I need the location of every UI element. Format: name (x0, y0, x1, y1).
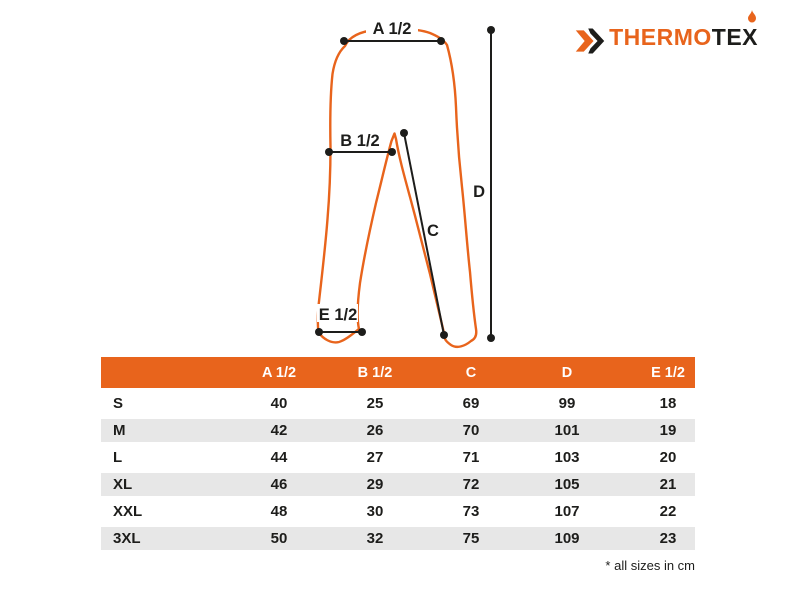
logo-text-x: X (742, 24, 758, 50)
label-b-half: B 1/2 (340, 132, 380, 150)
value-e: 19 (659, 422, 677, 439)
value-d: 101 (554, 422, 580, 439)
measure-dot (400, 129, 408, 137)
value-e: 22 (659, 503, 677, 520)
size-label: M (113, 422, 126, 439)
value-c: 73 (462, 503, 480, 520)
column-header-d: D (561, 364, 573, 381)
measure-dot (325, 148, 333, 156)
measure-dot (487, 334, 495, 342)
size-column-header (101, 357, 231, 388)
value-a: 46 (270, 476, 288, 493)
value-c: 69 (462, 395, 480, 412)
value-c: 71 (462, 449, 480, 466)
value-a: 40 (270, 395, 288, 412)
value-a: 48 (270, 503, 288, 520)
measure-dot (437, 37, 445, 45)
measurement-d (473, 26, 495, 342)
flame-icon (747, 10, 757, 23)
value-c: 72 (462, 476, 480, 493)
value-e: 18 (659, 395, 677, 412)
size-table-header (101, 357, 695, 388)
label-e-half: E 1/2 (318, 306, 358, 324)
column-header-e: E 1/2 (651, 364, 685, 381)
table-row-xl (101, 473, 695, 496)
arrow-d-icon (574, 26, 606, 56)
size-table-body (101, 392, 695, 550)
table-row-m (101, 419, 695, 442)
label-c: C (427, 222, 439, 240)
logo-text-thermo: THERMO (609, 24, 712, 50)
pants-outline (318, 29, 476, 347)
logo-wordmark (609, 22, 758, 52)
measure-dot (358, 328, 366, 336)
column-header-c: C (465, 364, 477, 381)
table-row-3xl (101, 527, 695, 550)
measure-dot (487, 26, 495, 34)
column-header-b: B 1/2 (357, 364, 393, 381)
measure-dot (388, 148, 396, 156)
value-b: 26 (366, 422, 384, 439)
value-e: 21 (659, 476, 677, 493)
value-b: 29 (366, 476, 384, 493)
value-d: 109 (554, 530, 580, 547)
size-label: S (113, 395, 124, 412)
value-e: 23 (659, 530, 677, 547)
value-a: 42 (270, 422, 288, 439)
value-b: 25 (366, 395, 384, 412)
table-row-s (101, 392, 695, 415)
logo-text-te: TE (711, 24, 743, 50)
measure-dot (340, 37, 348, 45)
value-a: 44 (270, 449, 288, 466)
size-label: XXL (113, 503, 143, 520)
value-c: 75 (462, 530, 480, 547)
value-e: 20 (659, 449, 677, 466)
value-d: 103 (554, 449, 580, 466)
measurement-c (400, 129, 448, 339)
label-a-half: A 1/2 (372, 20, 412, 38)
size-label: L (113, 449, 123, 466)
value-d: 105 (554, 476, 580, 493)
table-row-l (101, 446, 695, 469)
units-footnote: * all sizes in cm (605, 558, 695, 573)
value-b: 30 (366, 503, 384, 520)
thermotex-logo (574, 22, 758, 56)
value-b: 32 (366, 530, 384, 547)
value-d: 107 (554, 503, 580, 520)
measurement-a (340, 17, 445, 45)
size-table (101, 357, 695, 550)
size-label: XL (113, 476, 133, 493)
table-row-xxl (101, 500, 695, 523)
size-label: 3XL (113, 530, 141, 547)
measurement-b (325, 129, 396, 156)
label-d: D (473, 183, 485, 201)
column-header-a: A 1/2 (261, 364, 297, 381)
measure-dot (440, 331, 448, 339)
value-b: 27 (366, 449, 384, 466)
value-a: 50 (270, 530, 288, 547)
value-d: 99 (558, 395, 576, 412)
measure-dot (315, 328, 323, 336)
value-c: 70 (462, 422, 480, 439)
